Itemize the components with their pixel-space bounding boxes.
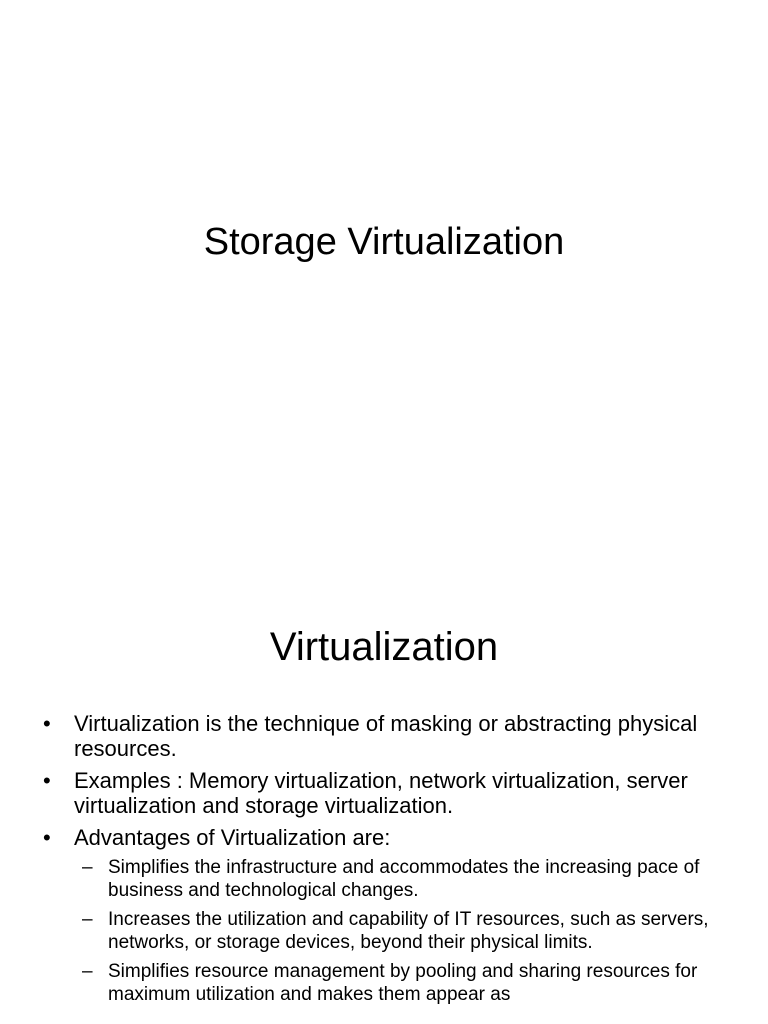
slide-title-heading: Storage Virtualization — [203, 221, 565, 263]
sub-bullet-list — [74, 856, 730, 1006]
sub-bullet-item — [74, 856, 730, 902]
slide-virtualization — [0, 576, 768, 1024]
sub-bullet-marker: – — [82, 909, 93, 930]
sub-bullet-item — [74, 960, 730, 1006]
bullet-text: Virtualization is the technique of masking or abstracting physical resources. — [74, 711, 698, 761]
bullet-marker: • — [43, 768, 51, 793]
sub-bullet-item — [74, 908, 730, 954]
sub-bullet-text: Simplifies the infrastructure and accommodates the increasing pace of business and technological changes. — [108, 857, 700, 901]
bullet-item — [40, 825, 730, 1006]
bullet-list — [40, 711, 730, 1013]
slide-heading: Virtualization — [269, 625, 499, 669]
sub-bullet-text: Simplifies resource management by pooling and sharing resources for maximum utilization and makes them appear as — [108, 961, 698, 1005]
bullet-text: Advantages of Virtualization are: — [74, 825, 391, 850]
sub-bullet-marker: – — [82, 857, 93, 878]
bullet-marker: • — [43, 711, 51, 736]
sub-bullet-marker: – — [82, 961, 93, 982]
bullet-marker: • — [43, 825, 51, 850]
bullet-item — [40, 768, 730, 818]
bullet-item — [40, 711, 730, 761]
bullet-text: Examples : Memory virtualization, network virtualization, server virtualization and storage virtualization. — [74, 768, 688, 818]
sub-bullet-text: Increases the utilization and capability of IT resources, such as servers, networks, or storage devices, beyond their physical limits. — [108, 909, 709, 953]
